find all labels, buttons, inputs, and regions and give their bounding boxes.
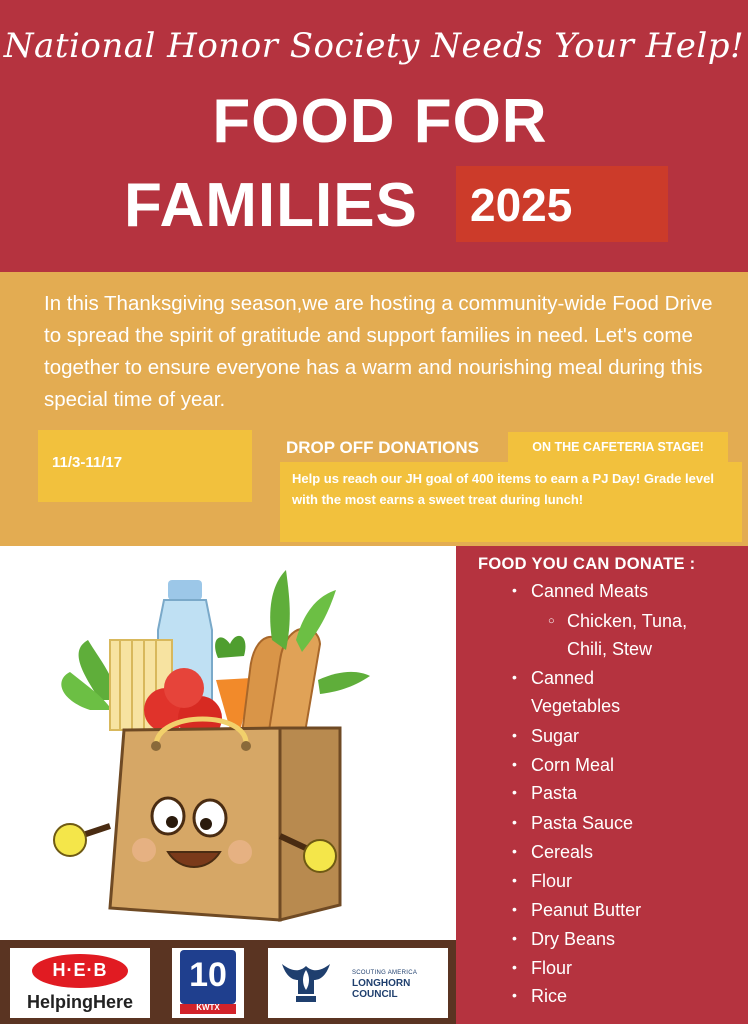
food-item: Corn Meal <box>531 755 615 775</box>
food-item: Peanut Butter <box>531 900 642 920</box>
year: 2025 <box>470 179 573 231</box>
food-item: Canned Meats <box>531 581 649 601</box>
sponsor-strip <box>0 940 456 1024</box>
kwtx-name: KWTX <box>196 1003 220 1012</box>
dropoff-location: ON THE CAFETERIA STAGE! <box>532 440 704 454</box>
food-item: Canned <box>531 668 595 688</box>
header-band <box>0 0 748 272</box>
bullet-icon: • <box>512 814 517 830</box>
food-subitem: Chili, Stew <box>567 639 653 659</box>
title-line-1: FOOD FOR <box>212 87 548 156</box>
bullet-icon: • <box>512 872 517 888</box>
food-list-panel <box>456 546 748 1024</box>
kwtx-number: 10 <box>189 956 227 994</box>
drive-dates: 11/3-11/17 <box>52 454 123 471</box>
bullet-icon: • <box>512 669 517 685</box>
title-line-2: FAMILIES <box>124 171 418 240</box>
grocery-bag-character-icon <box>40 560 440 940</box>
scouting-logo <box>268 948 448 1018</box>
bullet-icon: • <box>512 901 517 917</box>
heb-oval <box>32 954 128 988</box>
food-item: Pasta <box>531 783 578 803</box>
year-box <box>456 166 668 242</box>
goal-box <box>280 462 742 542</box>
heb-tagline: HelpingHere <box>26 992 134 1012</box>
food-item: Vegetables <box>531 696 621 716</box>
bullet-icon: • <box>512 756 517 772</box>
bullet-icon: • <box>512 582 517 598</box>
dropoff-label: DROP OFF DONATIONS <box>286 438 479 457</box>
fleur-de-lis-icon <box>280 958 332 1008</box>
bullet-icon: • <box>512 784 517 800</box>
scout-council-name: LONGHORN COUNCIL <box>352 978 411 1000</box>
scout-organization: SCOUTING AMERICA <box>352 970 418 976</box>
heb-logo <box>10 948 150 1018</box>
bullet-icon: • <box>512 930 517 946</box>
food-item: Flour <box>531 958 573 978</box>
info-band <box>0 272 748 546</box>
bullet-icon: • <box>512 959 517 975</box>
bullet-icon: • <box>512 727 517 743</box>
food-list-title: FOOD YOU CAN DONATE : <box>478 555 696 573</box>
bullet-icon: • <box>512 987 517 1003</box>
tagline: National Honor Society Needs Your Help! <box>3 26 745 66</box>
food-item: Sugar <box>531 726 580 746</box>
food-item: Cereals <box>531 842 594 862</box>
sub-bullet-icon: ○ <box>548 615 555 627</box>
food-item: Flour <box>531 871 573 891</box>
food-item: Rice <box>531 986 568 1006</box>
kwtx-bar <box>180 1004 236 1014</box>
goal-text: Help us reach our JH goal of 400 items to earn a PJ Day! Grade level with the most earns a sweet treat during lunch! <box>292 471 714 507</box>
bullet-icon: • <box>512 843 517 859</box>
date-box <box>38 430 252 502</box>
food-item: Dry Beans <box>531 929 616 949</box>
kwtx-logo <box>172 948 244 1018</box>
food-item: Pasta Sauce <box>531 813 634 833</box>
dropoff-location-box <box>508 432 728 462</box>
food-subitem: Chicken, Tuna, <box>567 611 688 631</box>
kwtx-mark <box>180 950 236 1004</box>
intro-text: In this Thanksgiving season,we are hosting a community-wide Food Drive to spread the spirit of gratitude and support families in need. Let's come together to ensure everyone has a warm and nourishing meal during this special time of year. <box>44 292 713 411</box>
heb-mark: H·E·B <box>52 960 108 980</box>
